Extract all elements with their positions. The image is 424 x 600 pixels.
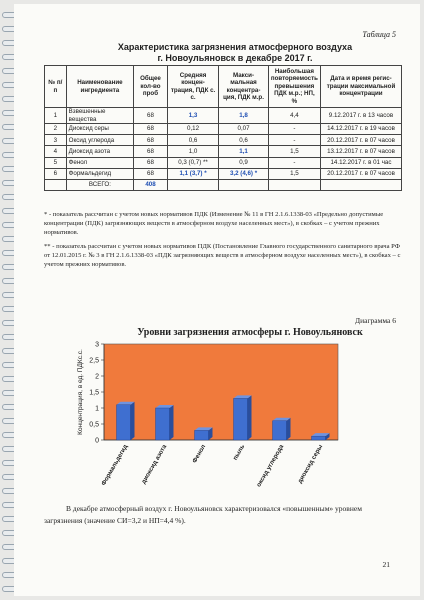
table-row: [45, 108, 402, 124]
cell-num: 6: [45, 168, 67, 179]
y-tick-label: 3: [95, 341, 99, 349]
bar: [234, 398, 248, 440]
cell-num: 2: [45, 124, 67, 135]
cell-date: 9.12.2017 г. в 13 часов: [320, 108, 401, 124]
cell-name: Оксид углерода: [66, 135, 133, 146]
header-date: Дата и время регис-трации максимальной концентрации: [320, 66, 401, 108]
y-tick-label: 2,5: [89, 357, 99, 365]
bar: [195, 430, 209, 440]
y-tick-label: 1: [95, 405, 99, 413]
header-rep: Наибольшая повторяемость превышения ПДК м.р.; НП, %: [268, 66, 320, 108]
cell-avg: 1,0: [167, 146, 218, 157]
cell-total: 68: [134, 168, 168, 179]
x-tick-label: Формальдегид: [100, 443, 130, 487]
bar: [273, 421, 287, 440]
chart-title: Уровни загрязнения атмосферы г. Новоульяновск: [137, 327, 363, 338]
cell-date: 14.12.2017 г. в 19 часов: [320, 124, 401, 135]
cell-num: 4: [45, 146, 67, 157]
cell-date: 20.12.2017 г. в 07 часов: [320, 168, 401, 179]
cell-avg: 1,3: [167, 108, 218, 124]
page-number: 21: [382, 560, 390, 569]
cell-date: 20.12.2017 г. в 07 часов: [320, 135, 401, 146]
cell-rep: 4,4: [268, 108, 320, 124]
footnote-2: ** - показатель рассчитан с учетом новых нормативов ПДК (Постановление Главного государственного санитарного врача РФ от 12.01.2015 г. № 3 в ГН 2.1.6.1338-03 «ПДК загрязняющих веществ в атмосферном воздухе населенных мест»), в скобках – с учетом прежних нормативов.: [44, 243, 401, 269]
table-row: [45, 157, 402, 168]
bar: [117, 405, 131, 440]
bar: [312, 436, 326, 440]
cell-total: 68: [134, 124, 168, 135]
bar-side: [248, 395, 252, 440]
bar-side: [287, 418, 291, 440]
cell-rep: -: [268, 135, 320, 146]
cell-total: 68: [134, 157, 168, 168]
bar-chart: [60, 340, 404, 516]
cell-total: 68: [134, 146, 168, 157]
x-tick-label: оксид углерода: [255, 443, 286, 489]
cell-num: 3: [45, 135, 67, 146]
diagram-caption: Диаграмма 6: [354, 316, 396, 325]
x-tick-label: пыль: [231, 443, 247, 462]
cell-num: 5: [45, 157, 67, 168]
cell-name: Взвешенные вещества: [66, 108, 133, 124]
cell-name: Диоксид серы: [66, 124, 133, 135]
cell-max: 0,6: [219, 135, 269, 146]
cell-date: 14.12.2017 г. в 01 час: [320, 157, 401, 168]
cell-avg: 0,6: [167, 135, 218, 146]
cell-avg: 0,3 (0,7) **: [167, 157, 218, 168]
table-row: [45, 135, 402, 146]
y-tick-label: 0,5: [89, 421, 99, 429]
table-row: [45, 168, 402, 179]
bar-side: [170, 405, 174, 440]
table-row: [45, 146, 402, 157]
y-tick-label: 2: [95, 373, 99, 381]
y-tick-label: 0: [95, 437, 99, 445]
y-tick-label: 1,5: [89, 389, 99, 397]
header-max: Макси-мальная концентра-ция, ПДК м.р.: [219, 66, 269, 108]
cell-rep: 1,5: [268, 146, 320, 157]
cell-rep: -: [268, 124, 320, 135]
x-tick-label: Фенол: [191, 443, 208, 465]
header-name: Наименование ингредиента: [66, 66, 133, 108]
cell-rep: 1,5: [268, 168, 320, 179]
header-avg: Средняя концен-трация, ПДК с. с.: [167, 66, 218, 108]
bar: [156, 408, 170, 440]
table-total-row: [45, 179, 402, 190]
cell-total: 68: [134, 135, 168, 146]
cell-total: 68: [134, 108, 168, 124]
cell-date: 13.12.2017 г. в 07 часов: [320, 146, 401, 157]
footnote-1: * - показатель рассчитан с учетом новых нормативов ПДК (Изменение № 11 в ГН 2.1.6.1338-03 «Предельно допустимые концентрации (ПДК) загрязняющих веществ в атмосферном воздухе населенных мест»), в скобках – с учетом прежних нормативов.: [44, 211, 384, 237]
cell-max: 1,8: [219, 108, 269, 124]
table-row: [45, 124, 402, 135]
x-tick-label: диоксид азота: [140, 443, 169, 486]
cell-name: Фенол: [66, 157, 133, 168]
cell-avg: 1,1 (3,7) *: [167, 168, 218, 179]
cell-avg: 0,12: [167, 124, 218, 135]
cell-max: 0,07: [219, 124, 269, 135]
table-caption: Таблица 5: [362, 30, 396, 39]
chart-svg: [60, 340, 404, 516]
cell-max: 1,1: [219, 146, 269, 157]
x-tick-label: диоксид серы: [296, 443, 325, 485]
bar-side: [131, 402, 135, 440]
header-num: № п/п: [45, 66, 67, 108]
document-title: Характеристика загрязнения атмосферного воздуха: [117, 42, 353, 52]
document-subtitle: г. Новоульяновск в декабре 2017 г.: [157, 53, 313, 63]
conclusion-text: В декабре атмосферный воздух г. Новоульяновск характеризовался «повышенным» уровнем загрязнения (значение СИ=3,2 и НП=4,4 %).: [44, 504, 362, 525]
total-value: 408: [134, 179, 168, 190]
plot-area: [104, 344, 338, 440]
cell-max: 3,2 (4,6) *: [219, 168, 269, 179]
header-total: Общее кол-во проб: [134, 66, 168, 108]
pollution-table: [44, 65, 402, 191]
y-axis-label: Концентрация, в ед. ПДКс.с.: [77, 349, 84, 435]
cell-name: Формальдегид: [66, 168, 133, 179]
table-header-row: [45, 66, 402, 108]
total-label: ВСЕГО:: [66, 179, 133, 190]
cell-name: Диоксид азота: [66, 146, 133, 157]
cell-rep: -: [268, 157, 320, 168]
cell-num: 1: [45, 108, 67, 124]
cell-max: 0,9: [219, 157, 269, 168]
